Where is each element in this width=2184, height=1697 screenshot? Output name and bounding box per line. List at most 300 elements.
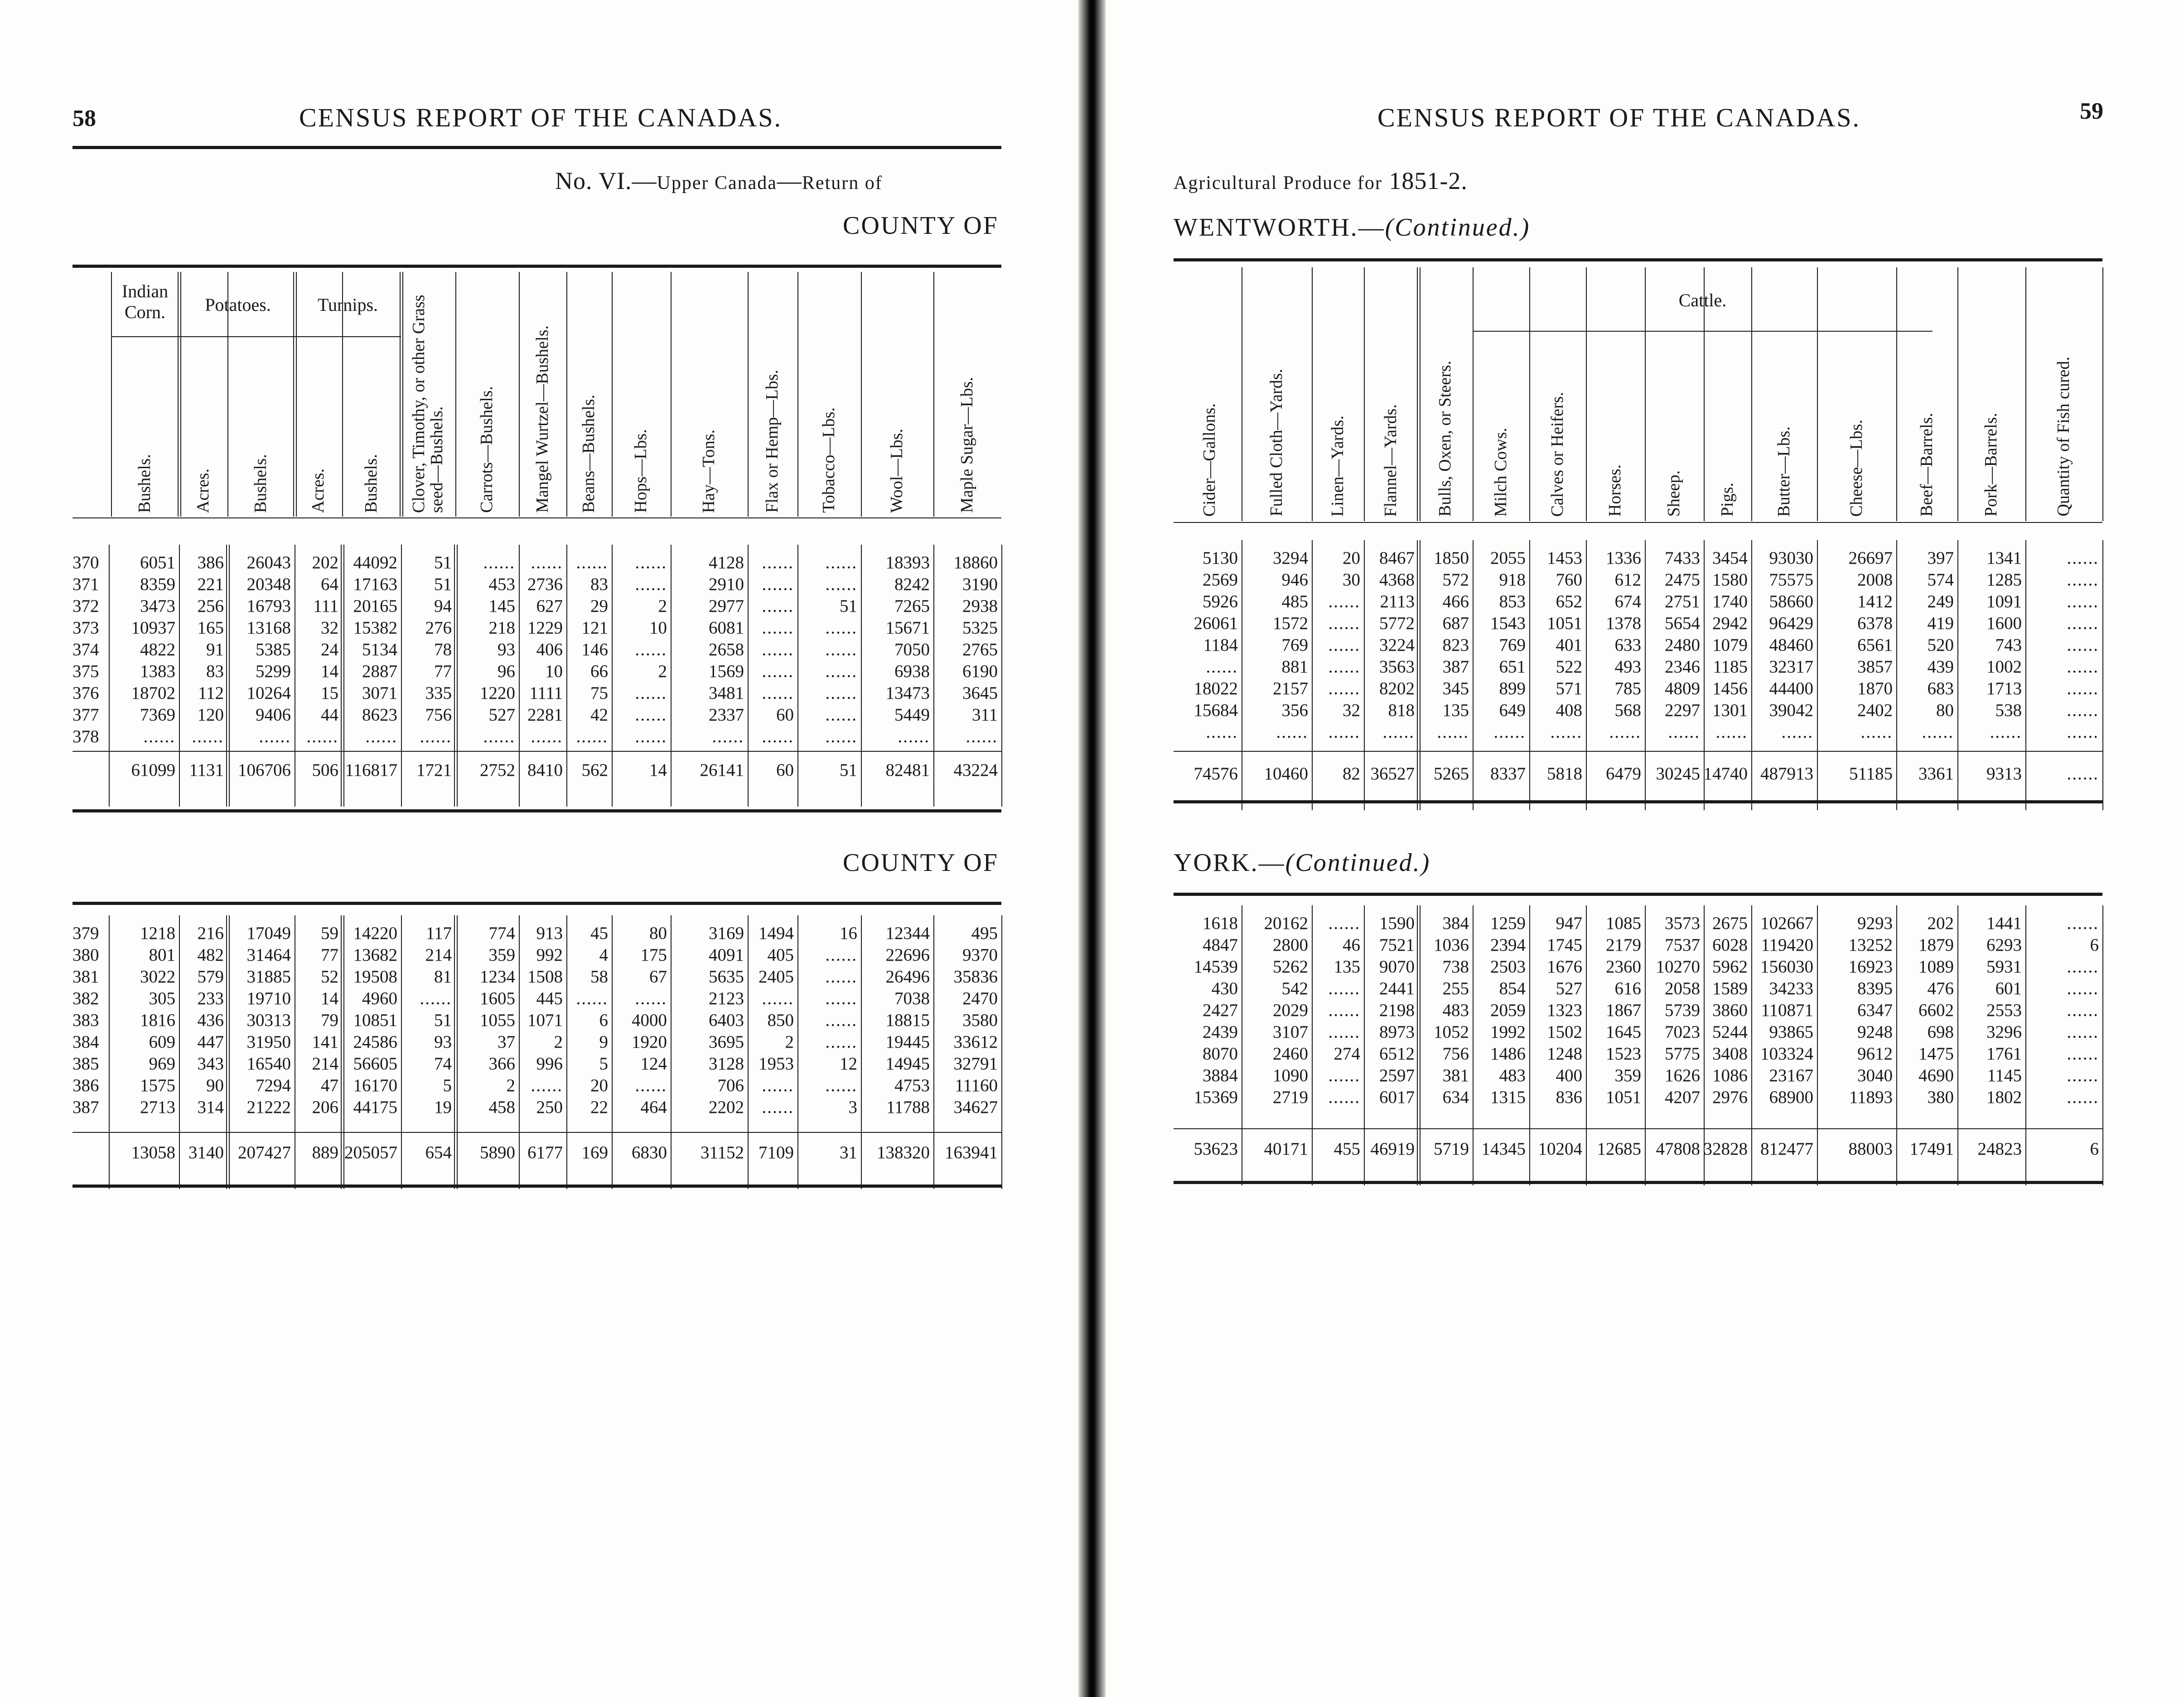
total-cell: 2752 — [480, 760, 515, 780]
table-cell: 453 — [488, 575, 515, 594]
totals-rule — [1174, 751, 2102, 752]
table-cell: 947 — [1556, 914, 1582, 933]
total-cell: 163941 — [945, 1143, 998, 1162]
table-cell: 769 — [1281, 635, 1308, 655]
table-cell: 2058 — [1665, 979, 1700, 998]
table-cell: 15671 — [885, 618, 930, 638]
table-cell: 2 — [785, 1032, 794, 1052]
total-cell: 5890 — [480, 1143, 515, 1162]
table-cell: 6 — [599, 1010, 608, 1030]
table-cell: 68900 — [1769, 1088, 1813, 1107]
column-header: Flannel—Yards. — [1381, 404, 1401, 517]
table-cell: 10937 — [131, 618, 175, 638]
table-cell: 11893 — [1849, 1088, 1893, 1107]
table-row — [0, 1077, 1078, 1098]
table-cell: 2198 — [1379, 1001, 1415, 1020]
row-number: 381 — [72, 967, 99, 986]
table-cell: 6512 — [1379, 1044, 1415, 1064]
table-cell: 1456 — [1712, 679, 1748, 698]
table-cell: 1761 — [1986, 1044, 2022, 1064]
row-number: 376 — [72, 683, 99, 703]
table-cell: 48460 — [1769, 635, 1813, 655]
table-cell: ...... — [1328, 1022, 1360, 1042]
column-header: Calves or Heifers. — [1547, 392, 1567, 517]
total-cell: 31152 — [700, 1143, 744, 1162]
table-cell: ...... — [635, 575, 667, 594]
table-cell: 14 — [321, 989, 338, 1008]
table-cell: 3454 — [1712, 548, 1748, 568]
table-cell: 1676 — [1547, 957, 1582, 977]
table-cell: 343 — [197, 1054, 224, 1073]
table-cell: 9293 — [1857, 914, 1893, 933]
table-cell: 969 — [149, 1054, 175, 1073]
table-cell: ...... — [1382, 722, 1415, 742]
table-cell: 8242 — [894, 575, 930, 594]
column-header: Bushels. — [251, 454, 271, 513]
table-cell: ...... — [762, 640, 794, 659]
table-cell: 19508 — [353, 967, 397, 986]
total-cell: 9313 — [1986, 764, 2022, 783]
total-cell: 7109 — [759, 1143, 794, 1162]
table-cell: ...... — [2067, 592, 2099, 611]
column-header: Hay—Tons. — [699, 429, 719, 513]
table-cell: 67 — [649, 967, 667, 986]
totals-rule — [72, 751, 1001, 752]
table-row — [1106, 701, 2184, 723]
table-cell: 571 — [1556, 679, 1582, 698]
column-header-cell — [1242, 272, 1312, 517]
table-cell: 14 — [321, 662, 338, 681]
table-cell: 527 — [1556, 979, 1582, 998]
table-cell: 2658 — [709, 640, 744, 659]
table-cell: 52 — [321, 967, 338, 986]
table-cell: 6 — [2090, 935, 2099, 955]
table-cell: 2569 — [1203, 570, 1238, 590]
table-cell: 2439 — [1203, 1022, 1238, 1042]
table-cell: 10 — [545, 662, 563, 681]
table-cell: 17163 — [353, 575, 397, 594]
table-cell: 2346 — [1665, 657, 1700, 677]
table-cell: ...... — [2067, 1001, 2099, 1020]
table-cell: 2460 — [1273, 1044, 1308, 1064]
table-cell: ...... — [576, 989, 608, 1008]
table-cell: 1802 — [1986, 1088, 2022, 1107]
table-top-rule — [72, 265, 1001, 268]
table-cell: 51 — [434, 553, 452, 572]
table-cell: 1600 — [1986, 614, 2022, 633]
table-cell: 4128 — [709, 553, 744, 572]
table-cell: 7294 — [256, 1076, 291, 1095]
table-cell: 102667 — [1760, 914, 1813, 933]
table-cell: 135 — [1334, 957, 1360, 977]
title-prefix: No. VI.— — [555, 167, 657, 194]
column-header-cell — [933, 277, 1001, 513]
table-cell: 1090 — [1273, 1066, 1308, 1085]
table-cell: 1285 — [1986, 570, 2022, 590]
table-cell: 51 — [434, 1010, 452, 1030]
title-dash: — — [777, 167, 802, 194]
table-cell: 3695 — [709, 1032, 744, 1052]
table-cell: 146 — [581, 640, 608, 659]
table-cell: 542 — [1281, 979, 1308, 998]
table-cell: 406 — [536, 640, 563, 659]
table-cell: 3645 — [962, 683, 998, 703]
table-cell: ...... — [825, 727, 857, 746]
table-cell: ...... — [762, 683, 794, 703]
table-cell: 214 — [312, 1054, 338, 1073]
table-cell: 202 — [1927, 914, 1954, 933]
column-header: Butter—Lbs. — [1774, 426, 1793, 517]
table-title — [555, 167, 883, 195]
table-cell: 992 — [536, 945, 563, 965]
table-cell: ...... — [420, 989, 452, 1008]
table-cell: ...... — [1328, 592, 1360, 611]
table-cell: 2938 — [962, 596, 998, 616]
table-cell: 743 — [1995, 635, 2022, 655]
section-name: WENTWORTH.— — [1174, 213, 1385, 242]
total-cell: 3361 — [1918, 764, 1954, 783]
table-cell: 7433 — [1665, 548, 1700, 568]
table-cell: 250 — [536, 1097, 563, 1117]
table-cell: ...... — [143, 727, 175, 746]
table-cell: ...... — [635, 640, 667, 659]
table-cell: 2157 — [1273, 679, 1308, 698]
table-cell: 572 — [1442, 570, 1469, 590]
table-cell: 51 — [434, 575, 452, 594]
table-cell: 121 — [581, 618, 608, 638]
table-cell: ...... — [762, 575, 794, 594]
table-cell: 439 — [1927, 657, 1954, 677]
total-cell: 5719 — [1434, 1139, 1469, 1159]
total-cell: 82481 — [885, 760, 930, 780]
table-cell: ...... — [825, 618, 857, 638]
table-cell: 23167 — [1769, 1066, 1813, 1085]
totals2-rule — [1174, 1128, 2102, 1129]
table-cell: 1867 — [1606, 1001, 1641, 1020]
header-bottom-rule — [72, 517, 1001, 518]
table-cell: 34627 — [953, 1097, 998, 1117]
county-heading-2: COUNTY OF — [843, 849, 999, 877]
total-cell: 74576 — [1193, 764, 1238, 783]
table-cell: ...... — [825, 553, 857, 572]
table-cell: 483 — [1499, 1066, 1526, 1085]
table-cell: 2297 — [1665, 701, 1700, 720]
total-cell: 24823 — [1977, 1139, 2022, 1159]
table-cell: 483 — [1442, 1001, 1469, 1020]
table-cell: 2441 — [1379, 979, 1415, 998]
table-cell: 774 — [488, 923, 515, 943]
column-header: Acres. — [193, 468, 213, 513]
table-cell: 1052 — [1434, 1022, 1469, 1042]
table-cell: ...... — [2067, 570, 2099, 590]
table-cell: 93 — [434, 1032, 452, 1052]
table-cell: 18393 — [885, 553, 930, 572]
table-cell: 4847 — [1203, 935, 1238, 955]
table-cell: 8070 — [1203, 1044, 1238, 1064]
table-cell: ...... — [825, 967, 857, 986]
table-row — [0, 1033, 1078, 1055]
table-cell: 10851 — [353, 1010, 397, 1030]
table-cell: 853 — [1499, 592, 1526, 611]
table-cell: ...... — [2067, 914, 2099, 933]
table-cell: 5654 — [1665, 614, 1700, 633]
table-cell: 8202 — [1379, 679, 1415, 698]
totals2-rule — [72, 1132, 1001, 1133]
table-cell: 3481 — [709, 683, 744, 703]
total-cell: 88003 — [1848, 1139, 1893, 1159]
table-cell: ...... — [635, 1076, 667, 1095]
table-cell: 756 — [425, 705, 452, 725]
table-cell: 31885 — [246, 967, 291, 986]
table-cell: 1816 — [140, 1010, 175, 1030]
table-cell: 14220 — [353, 923, 397, 943]
table-cell: 2202 — [709, 1097, 744, 1117]
column-header: Flax or Hemp—Lbs. — [763, 370, 782, 513]
table-cell: 3 — [848, 1097, 857, 1117]
table-cell: 274 — [1334, 1044, 1360, 1064]
table-cell: 683 — [1927, 679, 1954, 698]
table-cell: 2281 — [527, 705, 563, 725]
table-cell: ...... — [825, 575, 857, 594]
table-cell: 13252 — [1848, 935, 1893, 955]
table-cell: 4753 — [894, 1076, 930, 1095]
table-row — [1106, 914, 2184, 936]
table-cell: 1111 — [529, 683, 563, 703]
table-cell: ...... — [2067, 957, 2099, 977]
total-cell: 13058 — [131, 1143, 175, 1162]
column-header: Beef—Barrels. — [1917, 413, 1936, 517]
table-cell: 74 — [434, 1054, 452, 1073]
table-cell: 436 — [197, 1010, 224, 1030]
table-cell: 1953 — [759, 1054, 794, 1073]
table-cell: ...... — [1328, 635, 1360, 655]
column-header: Pigs. — [1717, 483, 1737, 517]
section-continued: (Continued.) — [1285, 849, 1431, 877]
table-cell: 22 — [590, 1097, 608, 1117]
total-cell: 10460 — [1264, 764, 1308, 783]
table-cell: 918 — [1499, 570, 1526, 590]
table-cell: 7537 — [1665, 935, 1700, 955]
table-row — [0, 706, 1078, 728]
table-cell: 111 — [313, 596, 338, 616]
table-cell: ...... — [825, 989, 857, 1008]
table-cell: 256 — [197, 596, 224, 616]
table2-bottom-rule — [1174, 1181, 2102, 1184]
column-header-cell — [295, 341, 342, 513]
table-cell: 616 — [1614, 979, 1641, 998]
table-cell: 1071 — [527, 1010, 563, 1030]
table-cell: 14945 — [885, 1054, 930, 1073]
table-cell: 2337 — [709, 705, 744, 725]
table-cell: 520 — [1927, 635, 1954, 655]
table-cell: 233 — [197, 989, 224, 1008]
table-cell: 93 — [498, 640, 515, 659]
table-row — [0, 968, 1078, 990]
total-cell: 8410 — [527, 760, 563, 780]
table-cell: 1086 — [1712, 1066, 1748, 1085]
group-header-turnips: Turnips. — [317, 295, 378, 315]
table-cell: 218 — [488, 618, 515, 638]
table-cell: 2405 — [759, 967, 794, 986]
table-cell: 32 — [1343, 701, 1360, 720]
table-cell: 20165 — [353, 596, 397, 616]
table-cell: 1079 — [1712, 635, 1748, 655]
table-cell: 2360 — [1606, 957, 1641, 977]
table-cell: ...... — [1328, 1066, 1360, 1085]
table-cell: 801 — [149, 945, 175, 965]
table-cell: 2055 — [1490, 548, 1526, 568]
table-title — [1174, 167, 1468, 195]
table-cell: 1091 — [1986, 592, 2022, 611]
table-cell: 2910 — [709, 575, 744, 594]
county-heading: COUNTY OF — [843, 212, 999, 240]
table-row — [1106, 658, 2184, 680]
table-cell: 445 — [536, 989, 563, 1008]
table-cell: 3128 — [709, 1054, 744, 1073]
table-cell: 5130 — [1203, 548, 1238, 568]
total-cell: 812477 — [1760, 1139, 1813, 1159]
table-cell: 6190 — [962, 662, 998, 681]
row-number: 373 — [72, 618, 99, 638]
table-cell: 7023 — [1665, 1022, 1700, 1042]
table-row — [1106, 1045, 2184, 1067]
table-cell: 2480 — [1665, 635, 1700, 655]
table-cell: 17049 — [246, 923, 291, 943]
table-cell: 359 — [1614, 1066, 1641, 1085]
total-cell: 207427 — [238, 1143, 291, 1162]
table-cell: 45 — [590, 923, 608, 943]
page-number: 58 — [72, 106, 96, 131]
table-cell: ...... — [635, 989, 667, 1008]
table-cell: 117 — [425, 923, 452, 943]
table-cell: 110871 — [1761, 1001, 1813, 1020]
table-cell: 485 — [1281, 592, 1308, 611]
column-header-cell — [612, 277, 671, 513]
table-cell: ...... — [531, 1076, 563, 1095]
total-cell: 889 — [312, 1143, 338, 1162]
column-header-cell — [861, 277, 933, 513]
table-cell: 4091 — [709, 945, 744, 965]
table-cell: 59 — [321, 923, 338, 943]
table-cell: 64 — [321, 575, 338, 594]
table-cell: ...... — [1781, 722, 1813, 742]
table-cell: 6403 — [709, 1010, 744, 1030]
table-cell: ...... — [635, 553, 667, 572]
section-heading-wentworth — [1174, 213, 1530, 242]
table-cell: 464 — [640, 1097, 667, 1117]
table-cell: 2 — [658, 596, 667, 616]
table-cell: 11788 — [886, 1097, 930, 1117]
total-cell: 14740 — [1703, 764, 1748, 783]
table-cell: 18860 — [953, 553, 998, 572]
left-page — [0, 0, 1078, 1697]
table-cell: 13682 — [353, 945, 397, 965]
total-cell: 40171 — [1264, 1139, 1308, 1159]
table-cell: 913 — [536, 923, 563, 943]
table-cell: 2887 — [362, 662, 397, 681]
table-cell: 7038 — [894, 989, 930, 1008]
total-cell: 205057 — [344, 1143, 397, 1162]
table-cell: 32791 — [953, 1054, 998, 1073]
table-cell: ...... — [365, 727, 397, 746]
table-cell: 2736 — [527, 575, 563, 594]
table-cell: 44175 — [353, 1097, 397, 1117]
table-cell: 3224 — [1379, 635, 1415, 655]
table-cell: ...... — [762, 596, 794, 616]
totals-row — [0, 761, 1078, 784]
table-cell: ...... — [2067, 1088, 2099, 1107]
total-cell: 14345 — [1481, 1139, 1526, 1159]
table-cell: 120 — [197, 705, 224, 725]
table-cell: 634 — [1442, 1088, 1469, 1107]
table-row — [0, 684, 1078, 706]
table-cell: ...... — [1328, 614, 1360, 633]
table-cell: 1412 — [1857, 592, 1893, 611]
column-header-cell — [797, 277, 861, 513]
page-number: 59 — [2080, 98, 2103, 124]
table-cell: ...... — [1668, 722, 1700, 742]
table-cell: 206 — [312, 1097, 338, 1117]
row-number: 380 — [72, 945, 99, 965]
table-cell: 3190 — [962, 575, 998, 594]
table-cell: 6561 — [1857, 635, 1893, 655]
table-cell: ...... — [259, 727, 291, 746]
table-cell: 633 — [1614, 635, 1641, 655]
total-cell: 61099 — [131, 760, 175, 780]
table-cell: 15369 — [1193, 1088, 1238, 1107]
column-header-cell — [111, 341, 179, 513]
table-cell: 15 — [321, 683, 338, 703]
column-header-cell — [1751, 272, 1817, 517]
table-cell: 2 — [506, 1076, 515, 1095]
table-cell: 2 — [554, 1032, 563, 1052]
table-cell: 756 — [1442, 1044, 1469, 1064]
right-page — [1106, 0, 2184, 1697]
table-cell: 1002 — [1986, 657, 2022, 677]
column-header: Milch Cows. — [1491, 427, 1510, 517]
table-cell: 2675 — [1712, 914, 1748, 933]
table-cell: 2427 — [1203, 1001, 1238, 1020]
table-cell: 1051 — [1547, 614, 1582, 633]
table-cell: 3022 — [140, 967, 175, 986]
table-cell: 1618 — [1203, 914, 1238, 933]
table-cell: 1315 — [1490, 1088, 1526, 1107]
table-cell: 1259 — [1490, 914, 1526, 933]
column-header-cell — [455, 277, 519, 513]
table-cell: 495 — [971, 923, 998, 943]
total-cell: 1721 — [416, 760, 452, 780]
column-header-cell — [401, 277, 455, 513]
table-cell: 8359 — [140, 575, 175, 594]
column-header-cell — [342, 341, 401, 513]
table-cell: 356 — [1281, 701, 1308, 720]
table-cell: 2942 — [1712, 614, 1748, 633]
column-header: Wool—Lbs. — [887, 429, 907, 513]
table-cell: ...... — [762, 727, 794, 746]
total-cell: 6479 — [1606, 764, 1641, 783]
table-cell: 1145 — [1987, 1066, 2022, 1085]
row-number: 384 — [72, 1032, 99, 1052]
column-header: Maple Sugar—Lbs. — [957, 377, 977, 513]
table-cell: 2719 — [1273, 1088, 1308, 1107]
table-cell: 769 — [1499, 635, 1526, 655]
table-cell: ...... — [2067, 701, 2099, 720]
table-row — [1106, 593, 2184, 614]
title-year: 1851-2. — [1389, 167, 1468, 194]
total-cell: 487913 — [1760, 764, 1813, 783]
table-cell: 408 — [1556, 701, 1582, 720]
table-cell: 1626 — [1665, 1066, 1700, 1085]
